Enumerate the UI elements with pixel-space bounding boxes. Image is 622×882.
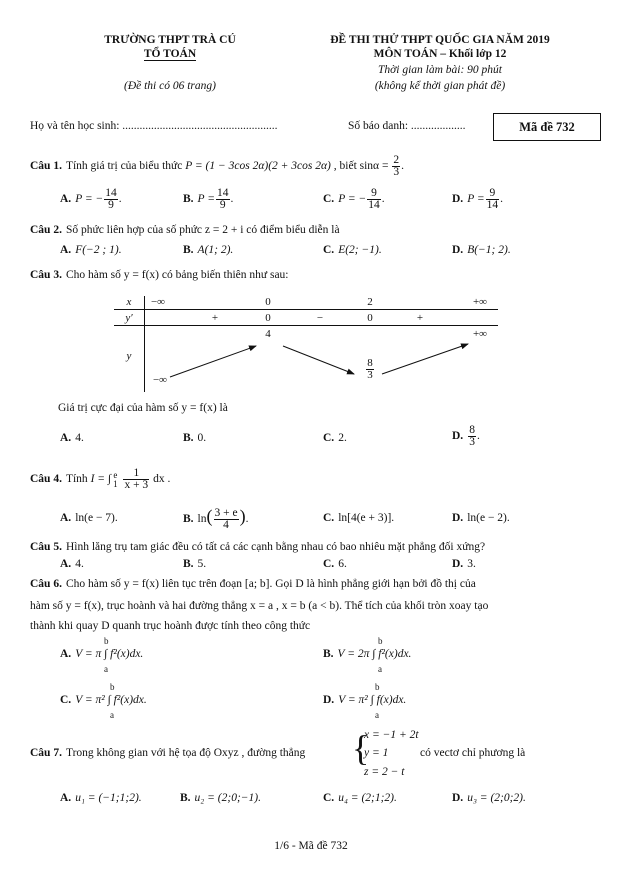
q4-option-d[interactable]: D. ln(e − 2). — [452, 512, 510, 524]
q5-option-c[interactable]: C. 6. — [323, 558, 347, 570]
system-brace: { — [352, 728, 370, 768]
arrow-decrease-icon — [283, 346, 354, 374]
table-y-right: +∞ — [472, 328, 488, 340]
integral-upper-limit: b — [104, 636, 109, 646]
q4-option-b[interactable]: B. ln( $\frac{3 + e}{4}$ ). — [183, 506, 249, 531]
table-y-left: −∞ — [152, 374, 168, 386]
table-y-label: y — [126, 350, 132, 362]
table-yp-sign: + — [416, 312, 424, 324]
q5-option-a[interactable]: A. 4. — [60, 558, 84, 570]
integral-upper-limit: b — [378, 636, 383, 646]
question-6-line-3: thành khi quay D quanh trục hoành được tính theo công thức — [30, 620, 311, 632]
integral-upper-limit: b — [375, 682, 380, 692]
table-x-value: 0 — [265, 296, 271, 308]
exam-time: Thời gian làm bài: 90 phút — [377, 64, 503, 76]
student-name-field: Họ và tên học sinh: ...................................................... — [30, 120, 278, 132]
q7-option-b[interactable]: B. u₂ = (2;0;−1). — [180, 792, 262, 804]
q6-option-a[interactable]: A. V = π ∫ f²(x)dx. — [60, 648, 144, 660]
q3-option-c[interactable]: C. 2. — [323, 432, 347, 444]
q3-option-b[interactable]: B. 0. — [183, 432, 207, 444]
q1-option-a[interactable]: A. P = − $\frac{14}{9}$ . — [60, 187, 122, 211]
department-name: TỔ TOÁN — [143, 48, 197, 60]
integral-lower-limit: a — [375, 710, 379, 720]
exam-time-note: (không kể thời gian phát đề) — [374, 80, 506, 92]
table-yp-sign: + — [211, 312, 219, 324]
q3-question: Giá trị cực đại của hàm số y = f(x) là — [58, 402, 228, 414]
q3-option-d[interactable]: D. $\frac{8}{3}$ . — [452, 424, 480, 448]
q6-option-d[interactable]: D. V = π² ∫ f(x)dx. — [323, 694, 407, 706]
question-7-tail: có vectơ chỉ phương là — [420, 747, 526, 759]
q7-option-a[interactable]: A. u₁ = (−1;1;2). — [60, 792, 142, 804]
integral-lower-limit: a — [378, 664, 382, 674]
q2-option-c[interactable]: C. E(2; −1). — [323, 244, 382, 256]
table-x-label: x — [126, 296, 132, 308]
pages-note: (Đề thi có 06 trang) — [124, 80, 216, 92]
integral-upper-limit: b — [110, 682, 115, 692]
system-eq-y: y = 1 — [364, 747, 389, 759]
q3-option-a[interactable]: A. 4. — [60, 432, 84, 444]
q5-option-d[interactable]: D. 3. — [452, 558, 476, 570]
q1-option-b[interactable]: B. P = $\frac{14}{9}$ . — [183, 187, 234, 211]
exam-title: ĐỀ THI THỬ THPT QUỐC GIA NĂM 2019 — [330, 34, 550, 46]
table-y-min: $\frac{8}{3}$ — [367, 357, 373, 381]
table-x-value: −∞ — [150, 296, 166, 308]
arrow-increase-icon — [170, 346, 256, 377]
table-yp-sign: − — [316, 312, 324, 324]
q6-option-c[interactable]: C. V = π² ∫ f²(x)dx. — [60, 694, 147, 706]
table-yp-label: y′ — [125, 312, 133, 324]
question-3: Câu 3. Cho hàm số y = f(x) có bảng biến thiên như sau: — [30, 269, 289, 281]
exam-subject: MÔN TOÁN – Khối lớp 12 — [373, 48, 507, 60]
table-x-value: +∞ — [472, 296, 488, 308]
q7-option-c[interactable]: C. u₄ = (2;1;2). — [323, 792, 397, 804]
question-6-line-2: hàm số y = f(x), trục hoành và hai đường thẳng x = a , x = b (a < b). Thể tích của khối tròn xoay tạo — [30, 600, 489, 612]
exam-code-box: Mã đề 732 — [493, 113, 601, 141]
arrow-increase-icon — [382, 344, 468, 374]
table-yp-value: 0 — [367, 312, 373, 324]
system-eq-z: z = 2 − t — [364, 766, 405, 778]
question-6: Câu 6. Cho hàm số y = f(x) liên tục trên đoạn [a; b]. Gọi D là hình phẳng giới hạn bởi đồ thị của — [30, 578, 476, 590]
q7-option-d[interactable]: D. u₃ = (2;0;2). — [452, 792, 526, 804]
table-y-max: 4 — [265, 328, 271, 340]
integral-lower-limit: a — [104, 664, 108, 674]
q6-option-b[interactable]: B. V = 2π ∫ f²(x)dx. — [323, 648, 412, 660]
table-yp-value: 0 — [265, 312, 271, 324]
question-5: Câu 5. Hình lăng trụ tam giác đều có tất cả các cạnh bằng nhau có bao nhiêu mặt phẳng đối xứng? — [30, 541, 486, 553]
system-eq-x: x = −1 + 2t — [364, 729, 419, 741]
school-name: TRƯỜNG THPT TRÀ CÚ — [104, 34, 236, 46]
table-x-value: 2 — [367, 296, 373, 308]
question-7: Câu 7. Trong không gian với hệ tọa độ Oxyz , đường thẳng — [30, 747, 306, 759]
question-4: Câu 4. Tính I = ∫ e 1 $\frac{1}{x + 3}$ dx . — [30, 467, 171, 491]
q2-option-b[interactable]: B. A(1; 2). — [183, 244, 234, 256]
q5-option-b[interactable]: B. 5. — [183, 558, 207, 570]
integral-lower-limit: a — [110, 710, 114, 720]
q1-option-c[interactable]: C. P = − $\frac{9}{14}$ . — [323, 187, 385, 211]
student-id-field: Số báo danh: ................... — [348, 120, 466, 132]
q1-option-d[interactable]: D. P = $\frac{9}{14}$ . — [452, 187, 504, 211]
question-1: Câu 1. Tính giá trị của biểu thức P = (1 − 3cos 2α)(2 + 3cos 2α) , biết sinα = $\frac{2}{3}$ . — [30, 154, 404, 178]
question-2: Câu 2. Số phức liên hợp của số phức z = 2 + i có điểm biểu diễn là — [30, 224, 340, 236]
q2-option-a[interactable]: A. F(−2 ; 1). — [60, 244, 122, 256]
q4-option-a[interactable]: A. ln(e − 7). — [60, 512, 118, 524]
q4-option-c[interactable]: C. ln[4(e + 3)]. — [323, 512, 395, 524]
page-footer: 1/6 - Mã đề 732 — [274, 840, 348, 852]
q2-option-d[interactable]: D. B(−1; 2). — [452, 244, 511, 256]
